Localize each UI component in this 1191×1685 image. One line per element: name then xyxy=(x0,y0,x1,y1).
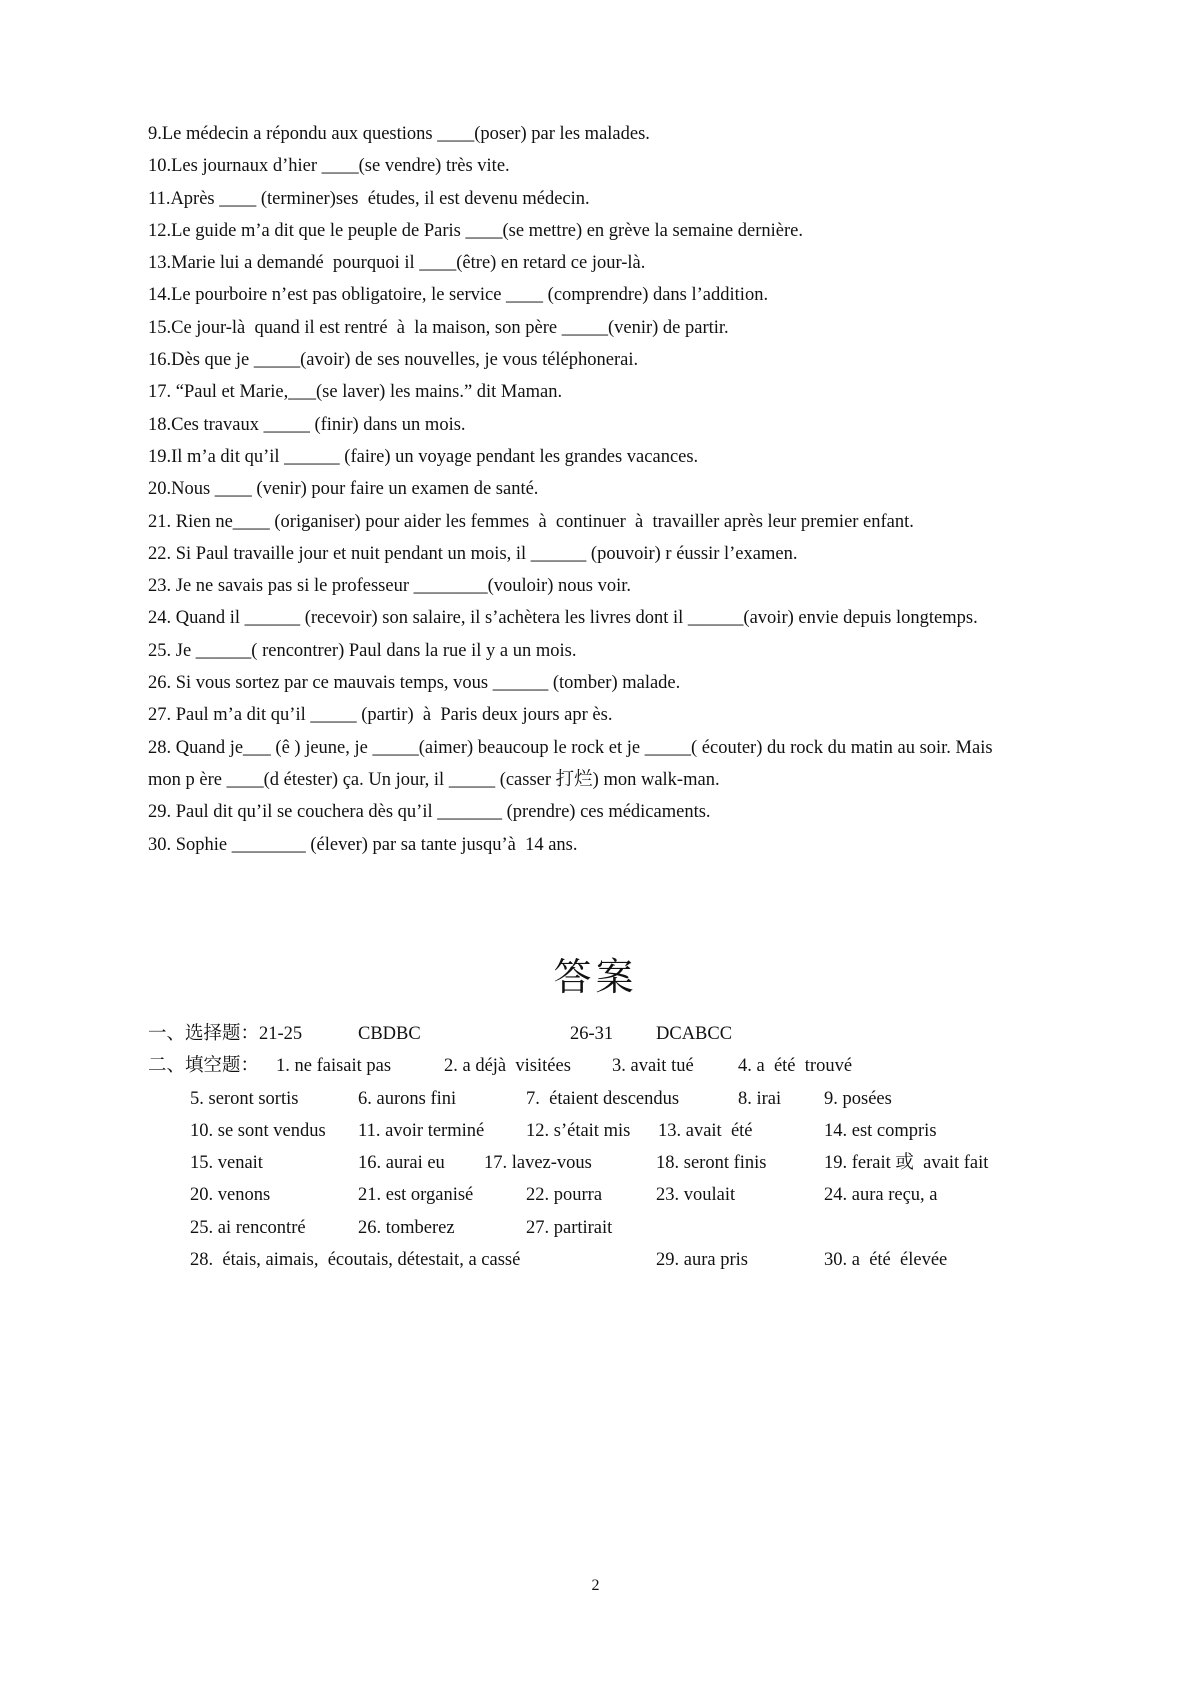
exercise-23: 23. Je ne savais pas si le professeur ________(vouloir) nous voir. xyxy=(148,576,631,597)
choice-answers xyxy=(148,1018,1048,1050)
exercise-10: 10.Les journaux d’hier ____(se vendre) très vite. xyxy=(148,156,510,177)
exercise-27: 27. Paul m’a dit qu’il _____ (partir) à Paris deux jours apr ès. xyxy=(148,705,613,726)
fill-answer: 27. partirait xyxy=(526,1217,613,1238)
fill-answer: 19. ferait 或 avait fait xyxy=(824,1153,989,1174)
fill-answer: 20. venons xyxy=(190,1185,271,1206)
exercise-16: 16.Dès que je _____(avoir) de ses nouvelles, je vous téléphonerai. xyxy=(148,350,639,371)
exercise-30: 30. Sophie ________ (élever) par sa tante jusqu’à 14 ans. xyxy=(148,834,578,855)
exercise-26: 26. Si vous sortez par ce mauvais temps, vous ______ (tomber) malade. xyxy=(148,673,681,694)
fill-answers-row-7 xyxy=(148,1244,1048,1276)
fill-answers-row-4 xyxy=(148,1147,1048,1179)
fill-answer: 6. aurons fini xyxy=(358,1088,457,1109)
fill-answers-row-2 xyxy=(148,1083,1048,1115)
fill-answer: 5. seront sortis xyxy=(190,1088,299,1109)
exercise-13: 13.Marie lui a demandé pourquoi il ____(être) en retard ce jour-là. xyxy=(148,253,646,274)
exercise-14: 14.Le pourboire n’est pas obligatoire, le service ____ (comprendre) dans l’addition. xyxy=(148,285,769,306)
fill-answer: 11. avoir terminé xyxy=(358,1120,485,1141)
fill-answer: 26. tomberez xyxy=(358,1217,455,1238)
exercise-28: 28. Quand je___ (ê ) jeune, je _____(aimer) beaucoup le rock et je _____( écouter) du rock du matin au soir. Mais mon p ère ____(d étester) ça. Un jour, il _____ (casser 打烂) mon walk-man. xyxy=(148,737,993,790)
fill-answer: 7. étaient descendus xyxy=(526,1088,680,1109)
fill-answer: 28. étais, aimais, écoutais, détestait, a cassé xyxy=(190,1250,521,1271)
fill-answer: 30. a été élevée xyxy=(824,1250,948,1271)
exercise-list xyxy=(148,118,1028,861)
fill-answer: 13. avait été xyxy=(658,1120,753,1141)
fill-answer: 2. a déjà visitées xyxy=(444,1056,571,1077)
fill-answers-row-5 xyxy=(148,1179,1048,1211)
exercise-22: 22. Si Paul travaille jour et nuit pendant un mois, il ______ (pouvoir) r éussir l’examen. xyxy=(148,543,798,564)
fill-answer: 21. est organisé xyxy=(358,1185,474,1206)
fill-label: 二、填空题： xyxy=(148,1056,260,1077)
fill-answer: 3. avait tué xyxy=(612,1056,694,1077)
choice-range-2: 26-31 xyxy=(570,1024,614,1044)
fill-answers-row-3 xyxy=(148,1115,1048,1147)
fill-answer: 15. venait xyxy=(190,1153,263,1174)
exercise-25: 25. Je ______( rencontrer) Paul dans la rue il y a un mois. xyxy=(148,640,577,661)
fill-answer: 1. ne faisait pas xyxy=(276,1056,392,1077)
choice-group-1: CBDBC xyxy=(358,1024,421,1044)
fill-answer: 10. se sont vendus xyxy=(190,1120,326,1141)
fill-answer: 4. a été trouvé xyxy=(738,1056,853,1077)
fill-answer: 24. aura reçu, a xyxy=(824,1185,938,1206)
fill-answer: 17. lavez-vous xyxy=(484,1153,592,1174)
exercise-24: 24. Quand il ______ (recevoir) son salaire, il s’achètera les livres dont il ______(avoir) envie depuis longtemps. xyxy=(148,608,978,629)
fill-answer: 25. ai rencontré xyxy=(190,1217,306,1238)
fill-answer: 14. est compris xyxy=(824,1120,937,1141)
choice-group-2: DCABCC xyxy=(656,1024,733,1044)
exercise-18: 18.Ces travaux _____ (finir) dans un mois. xyxy=(148,414,466,435)
exercise-17: 17. “Paul et Marie,___(se laver) les mains.” dit Maman. xyxy=(148,382,563,403)
exercise-29: 29. Paul dit qu’il se couchera dès qu’il _______ (prendre) ces médicaments. xyxy=(148,802,711,823)
fill-answer: 22. pourra xyxy=(526,1185,603,1206)
exercise-12: 12.Le guide m’a dit que le peuple de Paris ____(se mettre) en grève la semaine dernière. xyxy=(148,220,803,241)
exercise-21: 21. Rien ne____ (origaniser) pour aider les femmes à continuer à travailler après leur premier enfant. xyxy=(148,511,914,532)
fill-answer: 12. s’était mis xyxy=(526,1120,631,1141)
exercise-11: 11.Après ____ (terminer)ses études, il est devenu médecin. xyxy=(148,188,590,209)
fill-answer: 23. voulait xyxy=(656,1185,736,1206)
fill-answer: 18. seront finis xyxy=(656,1153,767,1174)
fill-answer: 8. irai xyxy=(738,1088,782,1109)
answer-key xyxy=(148,1018,1048,1276)
exercise-15: 15.Ce jour-là quand il est rentré à la maison, son père _____(venir) de partir. xyxy=(148,317,729,338)
exercise-9: 9.Le médecin a répondu aux questions ____(poser) par les malades. xyxy=(148,124,650,144)
exercise-20: 20.Nous ____ (venir) pour faire un examen de santé. xyxy=(148,479,539,500)
answer-title: 答案 xyxy=(553,955,638,999)
exercise-19: 19.Il m’a dit qu’il ______ (faire) un voyage pendant les grandes vacances. xyxy=(148,446,699,467)
page-number: 2 xyxy=(591,1577,600,1594)
choice-label: 一、选择题：21-25 xyxy=(148,1024,303,1044)
fill-answers-row-6 xyxy=(148,1212,1048,1244)
fill-answer: 16. aurai eu xyxy=(358,1153,445,1174)
fill-answer: 9. posées xyxy=(824,1088,892,1109)
fill-answers-row-1 xyxy=(148,1050,1048,1082)
fill-answer: 29. aura pris xyxy=(656,1250,748,1271)
